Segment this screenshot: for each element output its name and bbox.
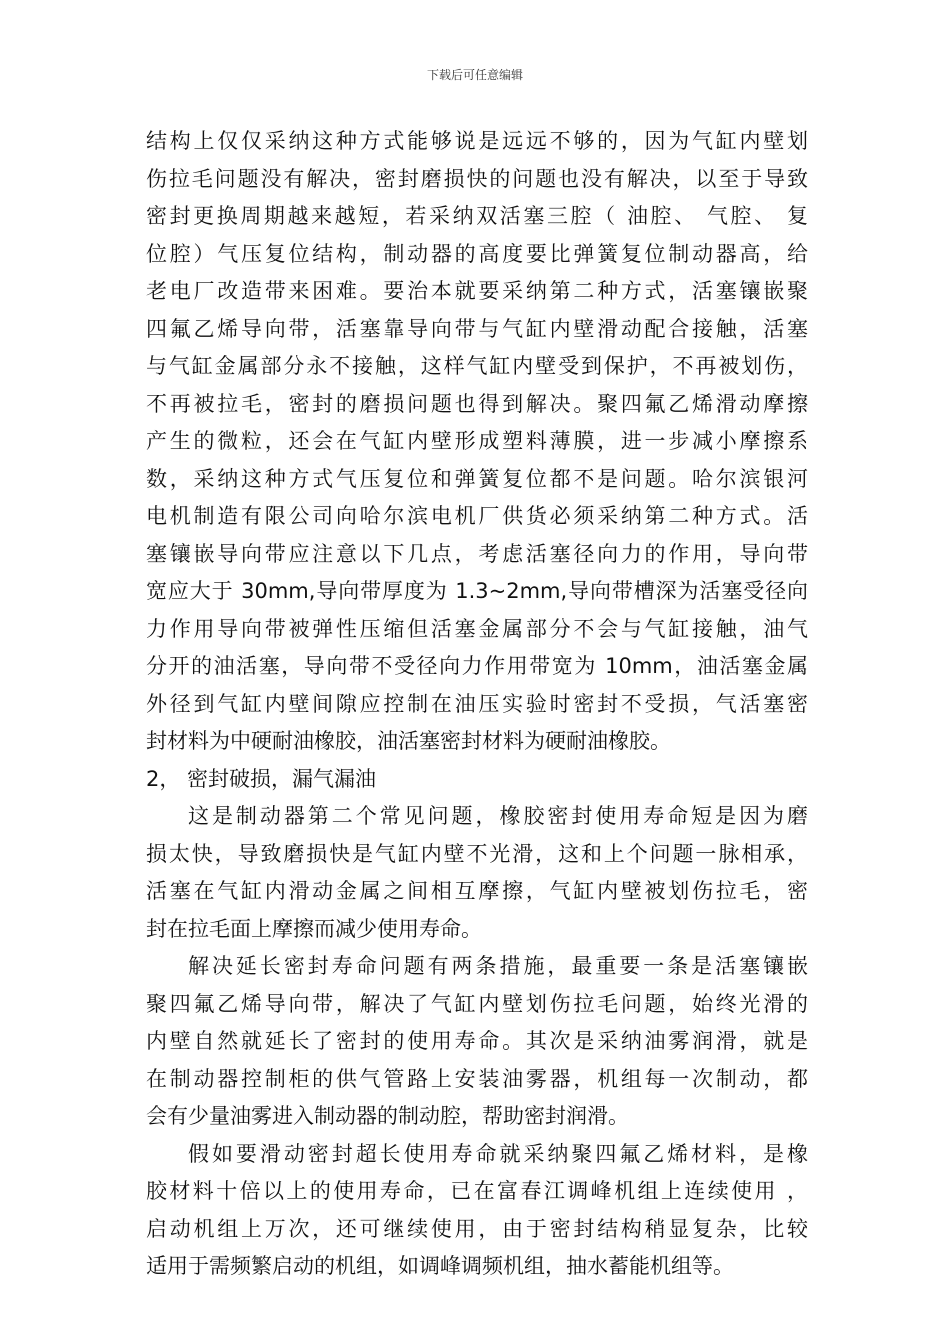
text-line: 分开的油活塞，导向带不受径向力作用带宽为 10mm，油活塞金属: [146, 654, 808, 678]
text-line: 内壁自然就延长了密封的使用寿命。其次是采纳油雾润滑，就是: [146, 1029, 808, 1053]
text-line: 封材料为中硬耐油橡胶，油活塞密封材料为硬耐油橡胶。: [146, 729, 671, 753]
text-line: 不再被拉毛，密封的磨损问题也得到解决。聚四氟乙烯滑动摩擦: [146, 391, 808, 416]
text-line: 电机制造有限公司向哈尔滨电机厂供货必须采纳第二种方式。活: [146, 504, 808, 528]
text-line: 聚四氟乙烯导向带，解决了气缸内壁划伤拉毛问题，始终光滑的: [146, 991, 808, 1016]
text-line: 这是制动器第二个常见问题，橡胶密封使用寿命短是因为磨: [188, 804, 808, 828]
text-line: 解决延长密封寿命问题有两条措施，最重要一条是活塞镶嵌: [188, 954, 808, 978]
text-line: 密封更换周期越来越短，若采纳双活塞三腔（ 油腔、 气腔、 复: [146, 204, 808, 228]
text-line: 胶材料十倍以上的使用寿命，已在富春江调峰机组上连续使用 ，: [146, 1179, 808, 1203]
text-line: 宽应大于 30mm,导向带厚度为 1.3~2mm,导向带槽深为活塞受径向: [146, 579, 808, 603]
text-line: 活塞在气缸内滑动金属之间相互摩擦，气缸内壁被划伤拉毛，密: [146, 879, 808, 903]
text-line: 2， 密封破损，漏气漏油: [146, 766, 377, 791]
text-line: 损太快，导致磨损快是气缸内壁不光滑，这和上个问题一脉相承，: [146, 841, 808, 866]
text-line: 数，采纳这种方式气压复位和弹簧复位都不是问题。哈尔滨银河: [146, 466, 808, 491]
text-line: 老电厂改造带来困难。要治本就要采纳第二种方式，活塞镶嵌聚: [146, 279, 808, 303]
text-line: 假如要滑动密封超长使用寿命就采纳聚四氟乙烯材料，是橡: [188, 1141, 808, 1166]
text-line: 力作用导向带被弹性压缩但活塞金属部分不会与气缸接触，油气: [146, 616, 808, 641]
document-body: [146, 123, 808, 1286]
text-line: 会有少量油雾进入制动器的制动腔，帮助密封润滑。: [146, 1104, 629, 1128]
text-line: 四氟乙烯导向带，活塞靠导向带与气缸内壁滑动配合接触，活塞: [146, 316, 808, 341]
text-line: 适用于需频繁启动的机组，如调峰调频机组，抽水蓄能机组等。: [146, 1254, 734, 1278]
text-line: 外径到气缸内壁间隙应控制在油压实验时密封不受损，气活塞密: [146, 691, 808, 716]
text-line: 位腔）气压复位结构，制动器的高度要比弹簧复位制动器高，给: [146, 241, 808, 266]
text-line: 塞镶嵌导向带应注意以下几点，考虑活塞径向力的作用，导向带: [146, 541, 808, 566]
text-line: 在制动器控制柜的供气管路上安装油雾器，机组每一次制动，都: [146, 1066, 808, 1091]
page-header: 下载后可任意编辑: [426, 68, 523, 82]
text-line: 产生的微粒，还会在气缸内壁形成塑料薄膜，进一步减小摩擦系: [146, 429, 808, 453]
text-line: 启动机组上万次，还可继续使用，由于密封结构稍显复杂，比较: [146, 1216, 808, 1241]
text-line: 结构上仅仅采纳这种方式能够说是远远不够的，因为气缸内壁划: [146, 129, 808, 153]
text-line: 封在拉毛面上摩擦而减少使用寿命。: [146, 916, 482, 941]
text-line: 伤拉毛问题没有解决，密封磨损快的问题也没有解决，以至于导致: [146, 166, 808, 191]
text-line: 与气缸金属部分永不接触，这样气缸内壁受到保护，不再被划伤，: [146, 354, 808, 378]
